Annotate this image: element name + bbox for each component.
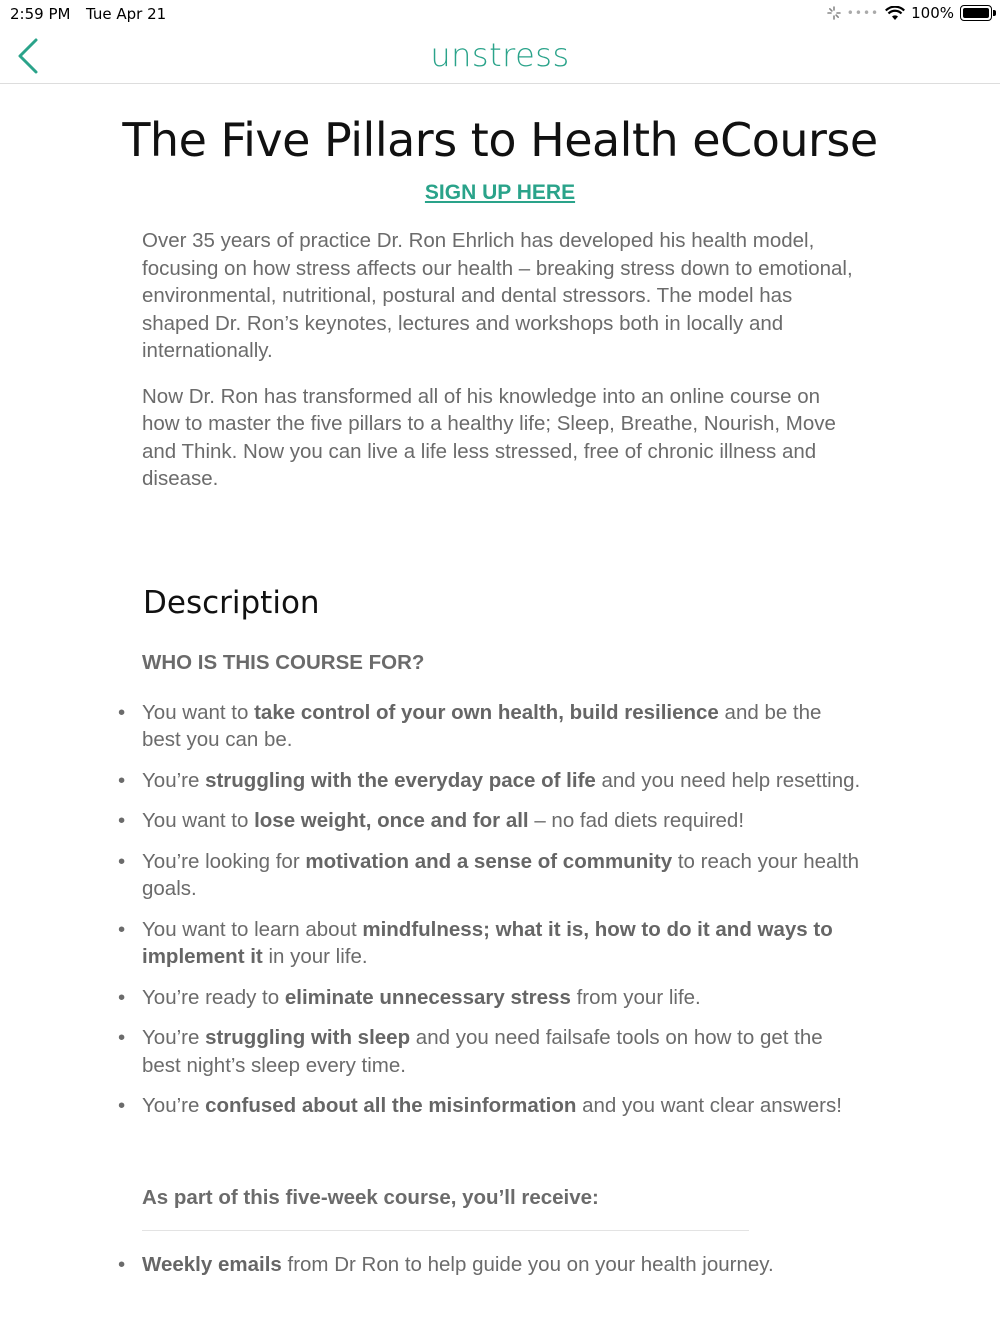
status-bar	[0, 0, 1000, 28]
list-item: • You’re looking for motivation and a sense of community to reach your health goals.	[142, 848, 862, 903]
list-item: • You’re confused about all the misinformation and you want clear answers!	[142, 1092, 862, 1120]
list-item: • You’re struggling with sleep and you need failsafe tools on how to get the best night’s sleep every time.	[142, 1024, 862, 1079]
battery-percent: 100%	[911, 4, 954, 22]
list-item: • You want to lose weight, once and for all – no fad diets required!	[142, 807, 862, 835]
battery-icon	[960, 5, 992, 21]
receive-list	[0, 1251, 1000, 1279]
list-item: • You want to take control of your own health, build resilience and be the best you can be.	[142, 699, 862, 754]
audience-heading: WHO IS THIS COURSE FOR?	[142, 650, 425, 674]
list-item: • You’re struggling with the everyday pace of life and you need help resetting.	[142, 767, 862, 795]
article-content	[0, 85, 1000, 1291]
signal-dots-icon: ••••	[846, 6, 880, 20]
wifi-icon	[885, 6, 905, 21]
divider	[142, 1230, 749, 1231]
status-time: 2:59 PM	[10, 5, 71, 23]
audience-list	[0, 699, 1000, 1120]
intro-paragraph: Over 35 years of practice Dr. Ron Ehrlich has developed his health model, focusing on how stress affects our health – breaking stress down to emotional, environmental, nutritional, postural and dental stressors. The model has shaped Dr. Ron’s keynotes, lectures and workshops both in locally and internationally.	[142, 229, 853, 362]
description-heading: Description	[143, 584, 320, 621]
status-date: Tue Apr 21	[86, 5, 167, 23]
navigation-bar	[0, 28, 1000, 84]
receive-heading: As part of this five-week course, you’ll receive:	[142, 1185, 599, 1209]
page-title: The Five Pillars to Health eCourse	[122, 113, 878, 167]
app-title: unstress	[430, 36, 570, 74]
course-paragraph: Now Dr. Ron has transformed all of his knowledge into an online course on how to master the five pillars to a healthy life; Sleep, Breathe, Nourish, Move and Think. Now you can live a life less stressed, free of chronic illness and disease.	[142, 384, 836, 490]
list-item: • You’re ready to eliminate unnecessary stress from your life.	[142, 984, 862, 1012]
sign-up-link[interactable]: SIGN UP HERE	[424, 181, 576, 204]
activity-spinner-icon	[827, 6, 841, 20]
list-item: • You want to learn about mindfulness; what it is, how to do it and ways to implement it in your life.	[142, 916, 862, 971]
list-item: • Weekly emails from Dr Ron to help guide you on your health journey.	[142, 1251, 862, 1279]
status-right	[827, 4, 992, 22]
